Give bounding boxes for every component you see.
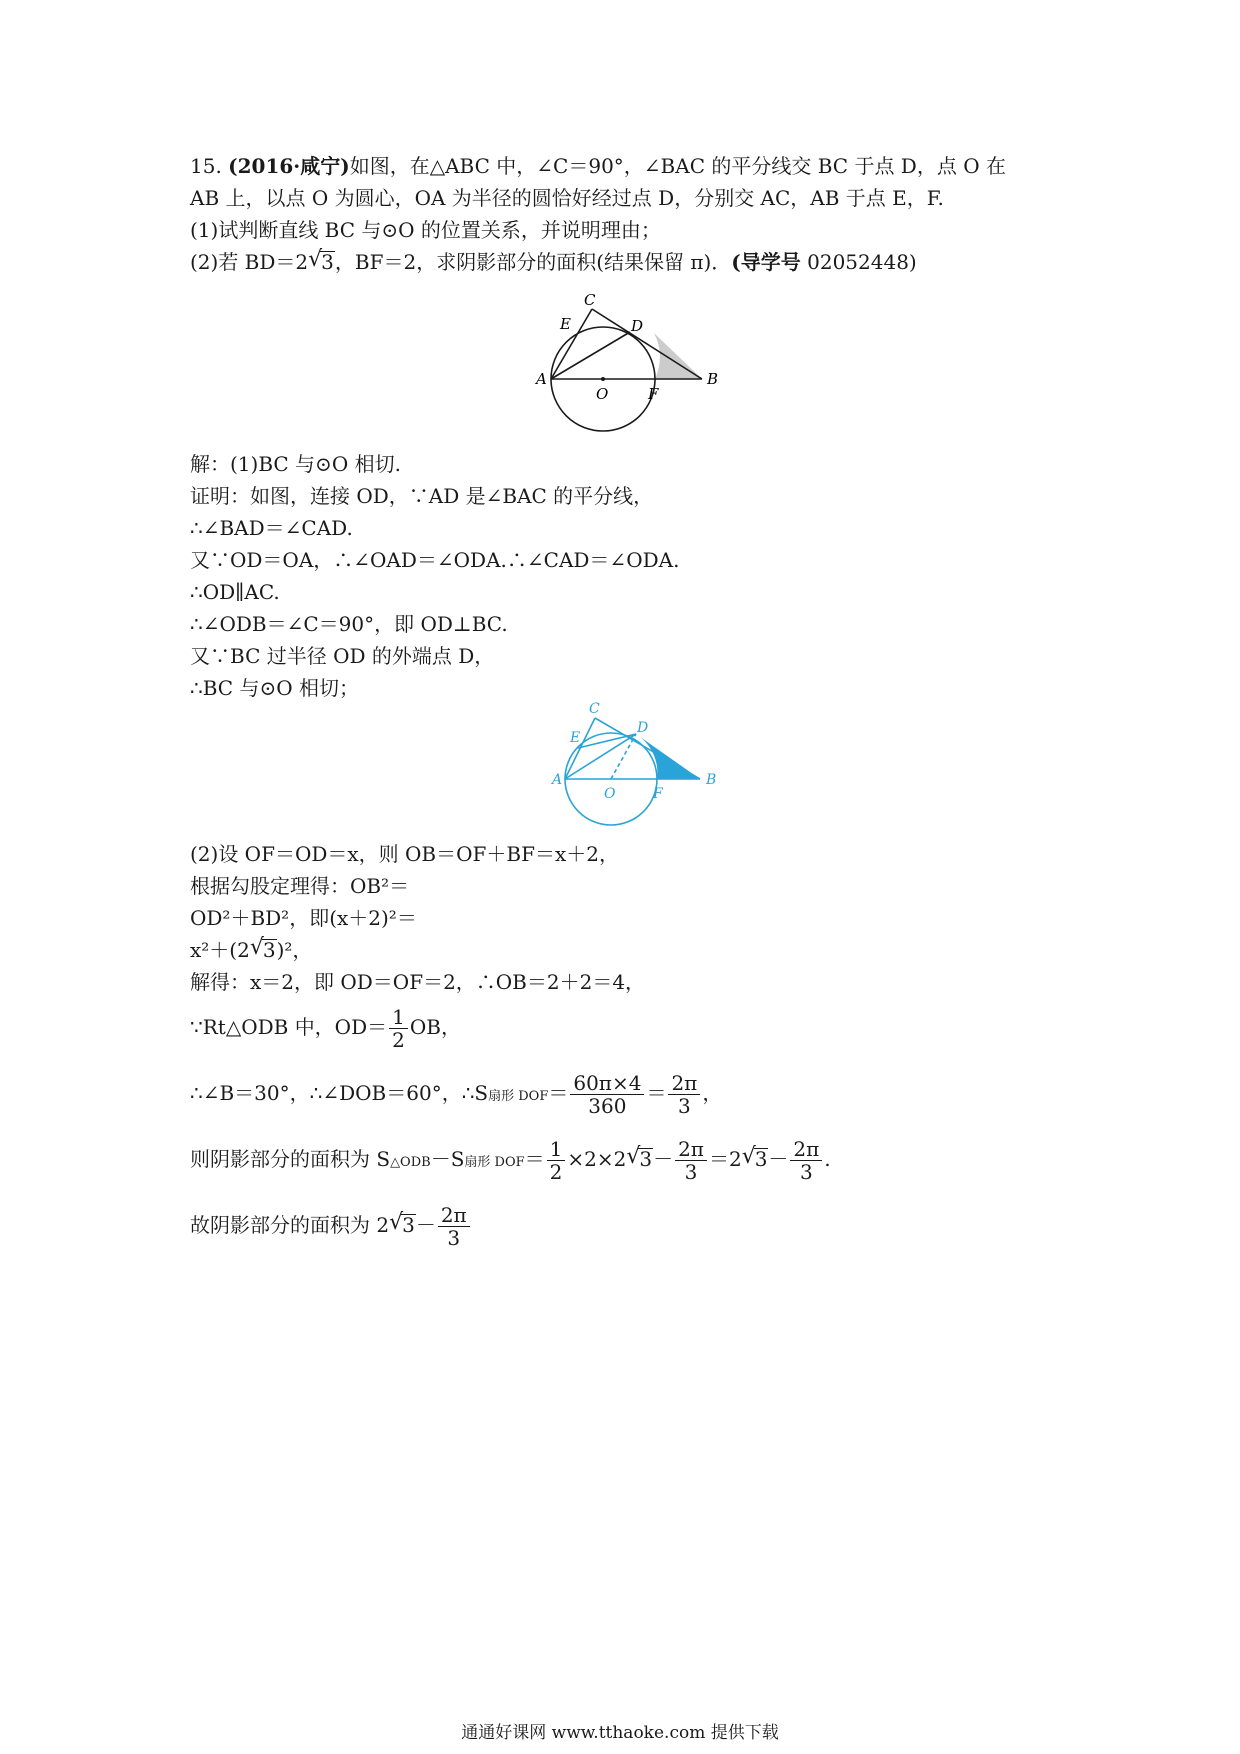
- solution-line-5: ∴OD∥AC.: [190, 580, 280, 604]
- part2-line-6: ∵Rt△ODB 中，OD＝ $\frac{1}{2}$ OB，: [190, 1005, 461, 1052]
- segment-ac: [551, 309, 592, 379]
- fraction-one-half: $\frac{1}{2}$: [389, 1006, 408, 1051]
- problem-text: 如图，在△ABC 中，∠C＝90°，∠BAC 的平分线交 BC 于点 D，点 O 在: [349, 154, 1006, 178]
- fraction-half: $\frac{1}{2}$: [547, 1138, 566, 1183]
- page-footer: 通通好课网 www.tthaoke.com 提供下载: [461, 1723, 779, 1743]
- sqrt-3: √ 3: [308, 247, 334, 274]
- sqrt-3: √ 3: [249, 935, 276, 962]
- fraction-sector: $\frac{60\pi\times 4}{360}$: [570, 1072, 644, 1117]
- part2-line-1: (2)设 OF＝OD＝x，则 OB＝OF＋BF＝x＋2，: [190, 842, 619, 866]
- sqrt-3: √ 3: [626, 1144, 653, 1171]
- problem-number: 15.: [190, 154, 222, 178]
- label-a-2: A: [552, 772, 563, 788]
- part2-line-9: 故阴影部分的面积为 2 √ 3－ $\frac{2\pi}{3}$: [190, 1204, 472, 1249]
- part2-line-2: 根据勾股定理得：OB²＝: [190, 874, 410, 898]
- shaded-region-blue: [636, 734, 700, 779]
- problem-line-1: [190, 154, 1006, 178]
- label-d: D: [631, 317, 644, 335]
- label-o: O: [596, 385, 609, 403]
- label-d-2: D: [637, 720, 649, 736]
- problem-part-1: (1)试判断直线 BC 与⊙O 的位置关系，并说明理由；: [190, 218, 661, 242]
- label-b-2: B: [706, 772, 717, 788]
- solution-line-7: 又∵BC 过半径 OD 的外端点 D，: [190, 644, 495, 668]
- fraction-two-pi-thirds: $\frac{2\pi}{3}$: [675, 1138, 707, 1183]
- geometry-figure-2: [520, 698, 730, 828]
- sqrt-3: √ 3: [741, 1144, 768, 1171]
- segment-od-dashed: [611, 734, 636, 779]
- solution-line-6: ∴∠ODB＝∠C＝90°，即 OD⊥BC.: [190, 612, 508, 636]
- part2-line-3: OD²＋BD²，即(x＋2)²＝: [190, 906, 417, 930]
- fraction-two-pi-thirds: $\frac{2\pi}{3}$: [438, 1204, 470, 1249]
- label-b: B: [707, 370, 719, 388]
- fraction-two-pi-thirds: $\frac{2\pi}{3}$: [790, 1138, 822, 1183]
- part2-line-4: x²＋(2 √ 3)²，: [190, 935, 313, 962]
- geometry-figure-1: [520, 288, 730, 438]
- part2-line-5: 解得：x＝2，即 OD＝OF＝2，∴OB＝2＋2＝4，: [190, 970, 646, 994]
- guide-number: 02052448): [807, 250, 917, 274]
- label-c-2: C: [589, 701, 600, 717]
- label-a: A: [536, 370, 547, 388]
- part2-line-7: ∴∠B＝30°，∴∠DOB＝60°，∴S扇形 DOF＝ $\frac{60\pi\times 4}{360}$ ＝ $\frac{2\pi}{3}$ ，: [190, 1071, 723, 1118]
- part2-text-b: ，BF＝2，求阴影部分的面积(结果保留 π)．: [334, 250, 732, 274]
- solution-line-8: ∴BC 与⊙O 相切；: [190, 676, 359, 700]
- problem-line-2: AB 上，以点 O 为圆心，OA 为半径的圆恰好经过点 D，分别交 AC，AB 于点 E，F.: [190, 186, 944, 210]
- label-f: F: [648, 385, 659, 403]
- sqrt-3: √ 3: [389, 1210, 415, 1237]
- solution-line-4: 又∵OD＝OA，∴∠OAD＝∠ODA.∴∠CAD＝∠ODA.: [190, 548, 680, 572]
- label-f-2: F: [653, 786, 663, 802]
- part2-text-a: (2)若 BD＝2: [190, 250, 309, 274]
- label-c: C: [584, 291, 596, 309]
- solution-line-1: 解：(1)BC 与⊙O 相切.: [190, 452, 401, 476]
- part2-line-8: 则阴影部分的面积为 S△ODB－S扇形 DOF＝ $\frac{1}{2}$ ×2×2 √ 3－ $\frac{2\pi}{3}$ ＝2 √ 3－ $\frac{2\pi}{3}$ .: [190, 1137, 831, 1184]
- shaded-region: [654, 333, 702, 379]
- segment-ad: [551, 332, 630, 379]
- solution-line-3: ∴∠BAD＝∠CAD.: [190, 516, 353, 540]
- label-e: E: [560, 315, 571, 333]
- problem-part-2: [190, 247, 917, 274]
- label-o-2: O: [604, 786, 616, 802]
- problem-source: (2016·咸宁): [228, 154, 350, 178]
- center-o-dot: [601, 377, 605, 381]
- fraction-two-pi-thirds: $\frac{2\pi}{3}$: [668, 1072, 700, 1117]
- label-e-2: E: [570, 730, 581, 746]
- guide-label: (导学号: [731, 250, 801, 274]
- solution-line-2: 证明：如图，连接 OD，∵AD 是∠BAC 的平分线，: [190, 484, 654, 508]
